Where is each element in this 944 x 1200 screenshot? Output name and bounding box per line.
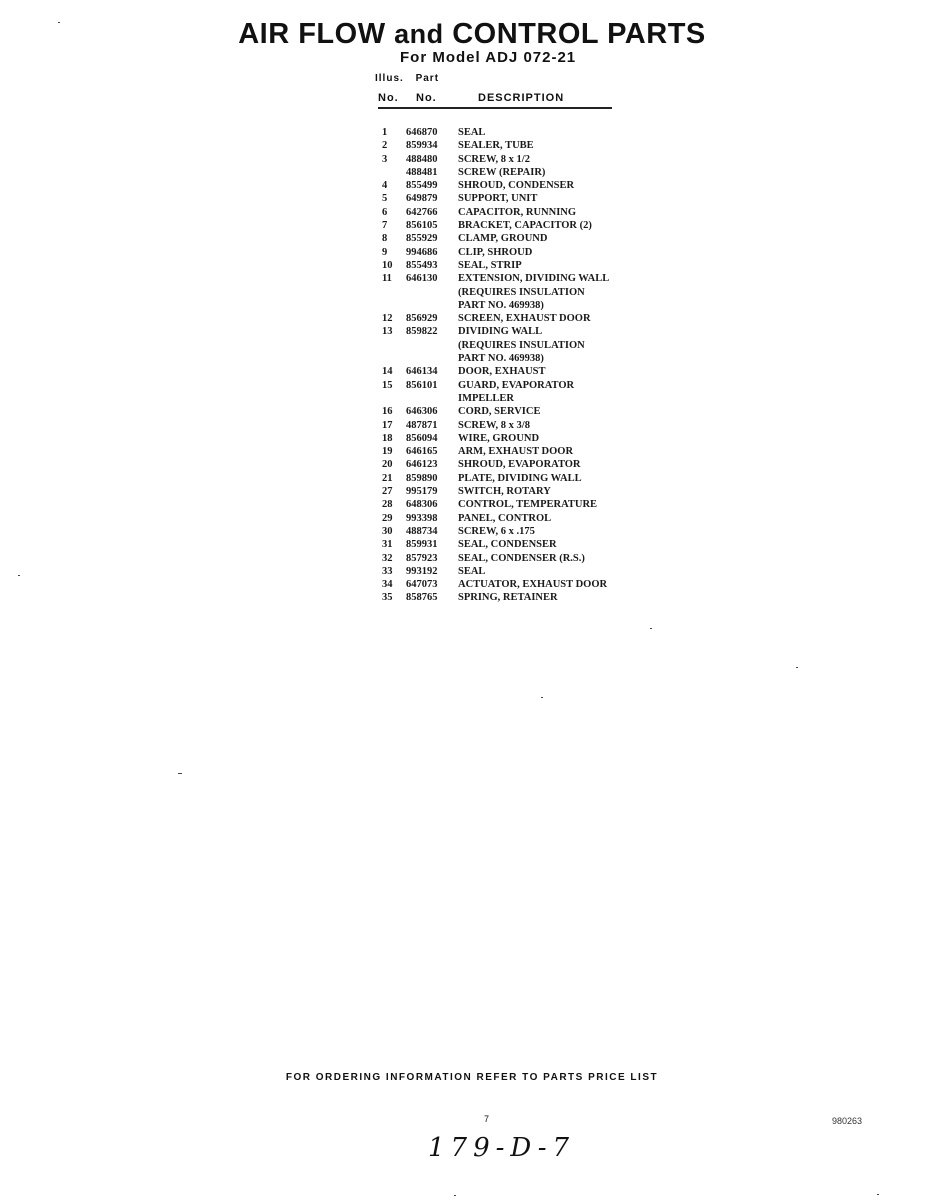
illus-number: 35: [382, 592, 393, 604]
illus-number: 19: [382, 446, 393, 458]
scan-speck: [18, 575, 20, 576]
part-number: 859890: [406, 472, 438, 484]
parts-row: [378, 472, 638, 485]
illus-number: 21: [382, 472, 393, 484]
parts-row: [378, 299, 638, 312]
model-subtitle: For Model ADJ 072-21: [400, 49, 577, 66]
parts-row: [378, 565, 638, 578]
part-number: 646165: [406, 446, 438, 458]
parts-list: [378, 126, 638, 605]
illus-number: 30: [382, 525, 393, 537]
part-description: SEAL: [458, 565, 486, 577]
column-part-no-label: No.: [416, 92, 437, 104]
part-description: SCREW, 8 x 1/2: [458, 153, 530, 165]
part-number: 855929: [406, 233, 438, 245]
part-number: 856929: [406, 313, 438, 325]
scan-speck: [796, 667, 798, 668]
parts-row: [378, 192, 638, 205]
part-description: WIRE, GROUND: [458, 432, 540, 444]
parts-row: [378, 379, 638, 392]
title-and: and: [394, 19, 444, 49]
illus-number: [378, 299, 406, 312]
part-number: 855499: [406, 180, 438, 192]
part-description: CLAMP, GROUND: [458, 233, 548, 245]
part-number: 646134: [406, 366, 438, 378]
column-part-label: Part: [415, 73, 440, 84]
illus-number: [378, 286, 406, 299]
part-number: 646306: [406, 406, 438, 418]
illus-number: 14: [382, 366, 393, 378]
title-part1: AIR FLOW: [238, 18, 395, 50]
part-number: 995179: [406, 486, 438, 498]
illus-number: 7: [382, 220, 388, 232]
part-description: DIVIDING WALL: [458, 326, 543, 338]
part-description: SHROUD, CONDENSER: [458, 180, 575, 192]
illus-number: [378, 166, 406, 179]
part-number: 855493: [406, 259, 438, 271]
parts-row: [378, 392, 638, 405]
parts-row: [378, 272, 638, 285]
parts-row: [378, 139, 638, 152]
part-description: BRACKET, CAPACITOR (2): [458, 220, 592, 232]
scan-speck: [454, 1195, 456, 1196]
part-number: 647073: [406, 579, 438, 591]
parts-row: [378, 538, 638, 551]
part-number: 859934: [406, 140, 438, 152]
part-description: ACTUATOR, EXHAUST DOOR: [458, 579, 608, 591]
parts-row: [378, 432, 638, 445]
scan-speck: [178, 773, 182, 774]
parts-row: [378, 578, 638, 591]
part-description: SEAL, STRIP: [458, 259, 522, 271]
illus-number: 5: [382, 193, 388, 205]
parts-row: [378, 126, 638, 139]
part-description: SCREEN, EXHAUST DOOR: [458, 313, 591, 325]
part-number: 488481: [406, 166, 438, 178]
part-number: 856101: [406, 379, 438, 391]
part-description: SCREW, 6 x .175: [458, 525, 535, 537]
part-number: 487871: [406, 419, 438, 431]
scan-speck: [58, 22, 60, 23]
parts-row: [378, 325, 638, 338]
parts-row: [378, 246, 638, 259]
part-number: 856094: [406, 432, 438, 444]
part-number: 488480: [406, 153, 438, 165]
parts-row: [378, 206, 638, 219]
part-description: PART NO. 469938): [458, 299, 544, 311]
illus-number: 10: [382, 259, 393, 271]
ordering-note: FOR ORDERING INFORMATION REFER TO PARTS PRICE LIST: [285, 1072, 659, 1083]
title-part2: CONTROL PARTS: [443, 18, 706, 50]
part-description: SEAL: [458, 127, 486, 138]
illus-number: 2: [382, 140, 388, 152]
parts-row: [378, 552, 638, 565]
part-number: 856105: [406, 220, 438, 232]
parts-row: [378, 512, 638, 525]
parts-row: [378, 166, 638, 179]
illus-number: 34: [382, 579, 393, 591]
column-description-label: DESCRIPTION: [478, 92, 565, 104]
part-number: 648306: [406, 499, 438, 511]
illus-number: 1: [382, 127, 388, 138]
part-number: 488734: [406, 525, 438, 537]
handwritten-annotation: 179-D-7: [428, 1133, 576, 1163]
part-number: 642766: [406, 206, 438, 218]
parts-row: [378, 525, 638, 538]
illus-number: 31: [382, 539, 393, 551]
scan-speck: [541, 697, 543, 698]
illus-number: 11: [382, 273, 392, 285]
part-description: PART NO. 469938): [458, 353, 544, 365]
part-description: (REQUIRES INSULATION: [458, 286, 585, 298]
page-title: [0, 18, 944, 51]
illus-number: [378, 352, 406, 365]
part-description: SUPPORT, UNIT: [458, 193, 538, 205]
parts-row: [378, 485, 638, 498]
part-number: [406, 299, 458, 312]
illus-number: 4: [382, 180, 388, 192]
illus-number: [378, 339, 406, 352]
column-header-bottom: [378, 92, 612, 109]
part-description: SCREW (REPAIR): [458, 166, 546, 178]
part-number: 859822: [406, 326, 438, 338]
parts-row: [378, 219, 638, 232]
part-description: SCREW, 8 x 3/8: [458, 419, 530, 431]
part-number: 646123: [406, 459, 438, 471]
illus-number: 12: [382, 313, 393, 325]
scan-speck: [877, 1194, 879, 1195]
parts-row: [378, 339, 638, 352]
part-number: 994686: [406, 246, 438, 258]
part-number: 859931: [406, 539, 438, 551]
part-number: 646130: [406, 273, 438, 285]
illus-number: 9: [382, 246, 388, 258]
part-description: PLATE, DIVIDING WALL: [458, 472, 582, 484]
parts-row: [378, 259, 638, 272]
part-description: SPRING, RETAINER: [458, 592, 558, 604]
parts-row: [378, 232, 638, 245]
illus-number: 16: [382, 406, 393, 418]
part-number: 646870: [406, 127, 438, 138]
part-description: CONTROL, TEMPERATURE: [458, 499, 598, 511]
illus-number: 33: [382, 565, 393, 577]
part-description: CLIP, SHROUD: [458, 246, 533, 258]
parts-row: [378, 352, 638, 365]
part-description: SEALER, TUBE: [458, 140, 534, 152]
column-header-top: [375, 73, 447, 84]
illus-number: 6: [382, 206, 388, 218]
part-description: SEAL, CONDENSER (R.S.): [458, 552, 585, 564]
illus-number: 29: [382, 512, 393, 524]
parts-row: [378, 458, 638, 471]
part-number: 857923: [406, 552, 438, 564]
illus-number: [378, 392, 406, 405]
parts-row: [378, 445, 638, 458]
parts-row: [378, 405, 638, 418]
part-description: IMPELLER: [458, 392, 515, 404]
part-description: GUARD, EVAPORATOR: [458, 379, 575, 391]
part-number: 649879: [406, 193, 438, 205]
part-description: EXTENSION, DIVIDING WALL: [458, 273, 610, 285]
illus-number: 32: [382, 552, 393, 564]
scan-speck: [650, 628, 652, 629]
parts-row: [378, 365, 638, 378]
part-description: SWITCH, ROTARY: [458, 486, 551, 498]
page-number: 7: [484, 1114, 490, 1124]
column-illus-no-label: No.: [378, 92, 399, 104]
parts-row: [378, 591, 638, 604]
illus-number: 20: [382, 459, 393, 471]
illus-number: 8: [382, 233, 388, 245]
parts-row: [378, 286, 638, 299]
part-number: 993192: [406, 565, 438, 577]
illus-number: 3: [382, 153, 388, 165]
part-description: CORD, SERVICE: [458, 406, 541, 418]
parts-row: [378, 153, 638, 166]
illus-number: 18: [382, 432, 393, 444]
part-number: [406, 392, 458, 405]
part-number: 858765: [406, 592, 438, 604]
part-description: PANEL, CONTROL: [458, 512, 552, 524]
document-id: 980263: [832, 1116, 863, 1126]
part-number: 993398: [406, 512, 438, 524]
part-description: SHROUD, EVAPORATOR: [458, 459, 581, 471]
parts-row: [378, 498, 638, 511]
part-description: CAPACITOR, RUNNING: [458, 206, 577, 218]
part-description: ARM, EXHAUST DOOR: [458, 446, 574, 458]
illus-number: 15: [382, 379, 393, 391]
part-description: DOOR, EXHAUST: [458, 366, 546, 378]
illus-number: 28: [382, 499, 393, 511]
part-number: [406, 286, 458, 299]
illus-number: 17: [382, 419, 393, 431]
part-description: SEAL, CONDENSER: [458, 539, 557, 551]
part-number: [406, 339, 458, 352]
column-illus-label: Illus.: [375, 73, 404, 84]
part-description: (REQUIRES INSULATION: [458, 339, 585, 351]
part-number: [406, 352, 458, 365]
parts-row: [378, 419, 638, 432]
illus-number: 13: [382, 326, 393, 338]
parts-row: [378, 179, 638, 192]
parts-row: [378, 312, 638, 325]
illus-number: 27: [382, 486, 393, 498]
